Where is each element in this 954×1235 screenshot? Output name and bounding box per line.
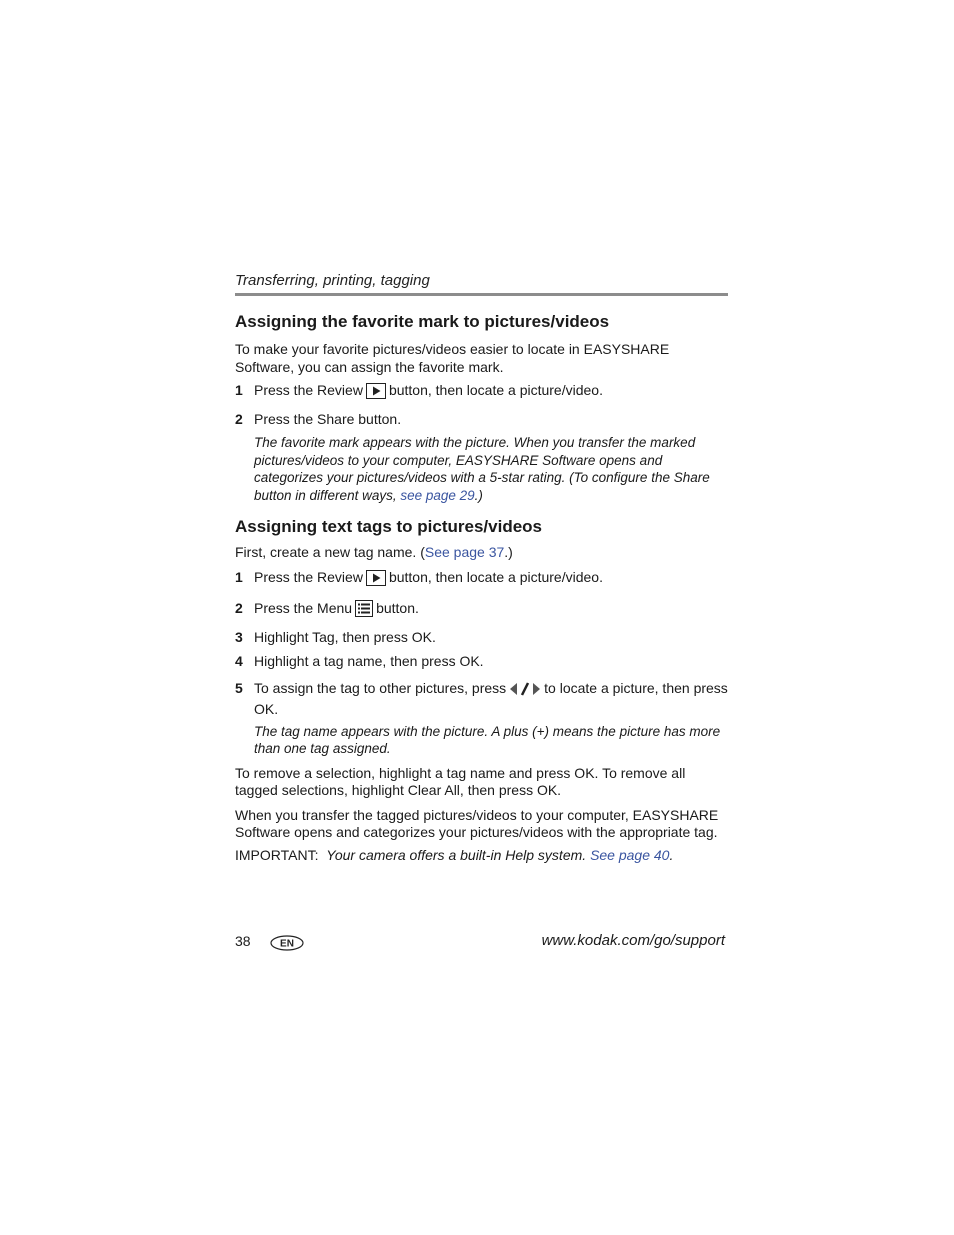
step-number: 2 [235,600,243,616]
section1-note [235,434,728,504]
step-text: Press the Share button. [254,410,402,427]
section1-step-2 [235,411,728,429]
intro-end: .) [504,544,513,560]
section2-step-5 [235,680,728,719]
left-right-arrows-icon [509,681,541,702]
step-text: Highlight a tag name, then press OK. [254,653,484,669]
step-number: 1 [235,568,243,585]
section1-intro: To make your favorite pictures/videos easier to locate in EASYSHARE Software, you can assign the favorite mark. [235,341,670,375]
step-number: 5 [235,679,243,696]
important-end: . [669,846,674,863]
review-play-icon [366,570,386,591]
section2-step-1 [235,569,728,591]
step-text-before: To assign the tag to other pictures, press [254,679,507,696]
section2-intro [235,544,728,562]
important-text: Your camera offers a built-in Help system. [326,846,591,863]
section2-step-2 [235,600,728,622]
review-play-icon [366,383,386,404]
page-content [235,270,728,864]
important-note [235,847,728,865]
step-text-before: Press the Menu [254,600,353,616]
page-footer [235,930,725,954]
section1-heading: Assigning the favorite mark to pictures/videos [235,312,610,331]
section2-step-3 [235,629,728,647]
section2-step-4 [235,653,728,671]
section2-para-remove: To remove a selection, highlight a tag name and press OK. To remove all tagged selections, highlight Clear All, then press OK. [235,764,686,798]
step-number: 1 [235,382,243,398]
step-text-before: Press the Review [254,568,363,585]
language-badge-text: EN [280,938,294,950]
menu-icon [355,600,373,622]
section1-step-1 [235,382,728,404]
page-number: 38 [235,933,251,949]
important-label: IMPORTANT: [235,846,319,863]
running-head: Transferring, printing, tagging [235,272,430,289]
step-text-after: button. [376,600,419,616]
see-page-37-link[interactable]: See page 37 [424,544,505,560]
step-text-after: button, then locate a picture/video. [388,568,603,585]
step-number: 3 [235,628,243,645]
section2-heading: Assigning text tags to pictures/videos [235,517,543,536]
support-url[interactable]: www.kodak.com/go/support [541,932,725,949]
section2-note: The tag name appears with the picture. A plus (+) means the picture has more than one tag assigned. [254,723,721,756]
en-oval-icon [270,935,304,951]
language-badge [270,935,304,954]
section2-para-transfer: When you transfer the tagged pictures/videos to your computer, EASYSHARE Software opens and categorizes your pictures/videos with the appropriate tag. [235,806,719,840]
header-rule [235,293,728,296]
intro-text: First, create a new tag name. ( [235,544,425,560]
step-number: 2 [235,410,243,427]
step-text: Highlight Tag, then press OK. [254,628,436,645]
step-text-after: button, then locate a picture/video. [388,382,603,398]
step-number: 4 [235,653,243,669]
see-page-29-link[interactable]: see page 29 [400,487,475,503]
step-text-after: to locate a picture, then press OK. [254,679,728,717]
see-page-40-link[interactable]: See page 40 [590,846,670,863]
note-end: .) [474,487,483,503]
step-text-before: Press the Review [254,382,363,398]
note-text: The favorite mark appears with the picture. When you transfer the marked pictures/videos to your computer, EASYSHARE Software opens and categorizes your pictures/videos with a 5-star rating. (To configure the Share button in different ways, [254,435,710,503]
